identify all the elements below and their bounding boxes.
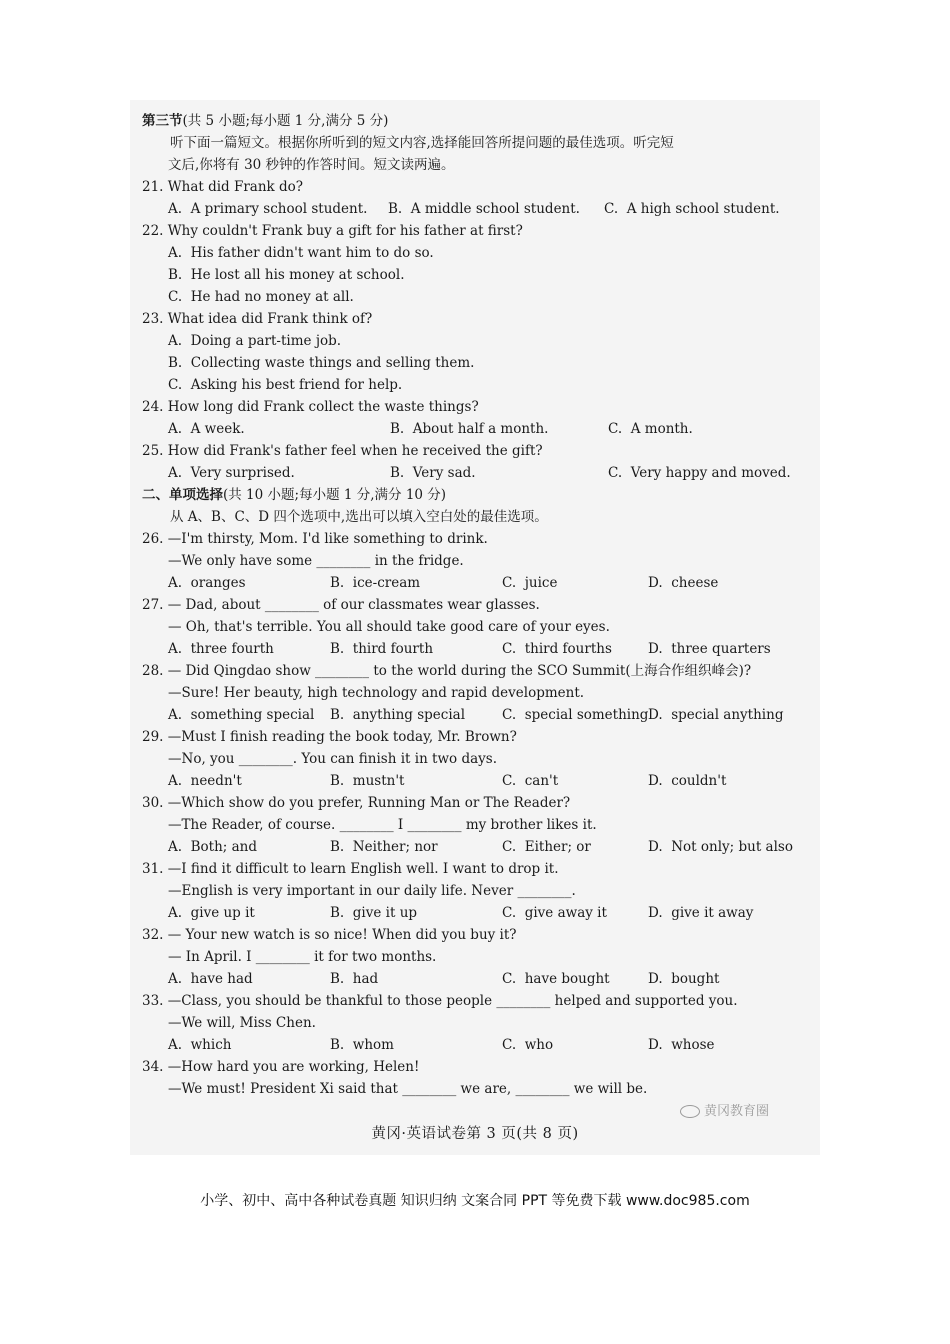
download-banner: 小学、初中、高中各种试卷真题 知识归纳 文案合同 PPT 等免费下载 www.doc985.com	[200, 1193, 750, 1209]
option-b: B. ice-cream	[330, 575, 421, 591]
option-c: C. can't	[502, 773, 559, 789]
exam-content	[142, 110, 812, 1100]
option-row	[142, 462, 812, 484]
option-a: A. A primary school student.	[168, 201, 368, 217]
option-b: B. About half a month.	[390, 421, 549, 437]
option-c: C. special something	[502, 707, 649, 723]
option-c: C. He had no money at all.	[168, 289, 354, 305]
option-a: A. His father didn't want him to do so.	[168, 245, 434, 261]
option-d: D. three quarters	[648, 641, 771, 657]
option-row	[142, 1034, 812, 1056]
option-c: C. A month.	[608, 421, 693, 437]
option-a: A. needn't	[168, 773, 242, 789]
question-reply: — In April. I ________ it for two months.	[168, 949, 437, 965]
option-d: D. Not only; but also	[648, 839, 793, 855]
option-a: A. have had	[168, 971, 253, 987]
option-c: C. Very happy and moved.	[608, 465, 791, 481]
option-c: C. third fourths	[502, 641, 612, 657]
option-b: B. Very sad.	[390, 465, 476, 481]
option-row	[142, 968, 812, 990]
option-b: B. had	[330, 971, 379, 987]
option-row	[142, 572, 812, 594]
question-stem: 26. —I'm thirsty, Mom. I'd like something to drink.	[142, 531, 488, 547]
option-a: A. oranges	[168, 575, 246, 591]
question-reply: —We will, Miss Chen.	[168, 1015, 316, 1031]
option-d: D. whose	[648, 1037, 715, 1053]
option-a: A. which	[168, 1037, 232, 1053]
option-a: A. three fourth	[168, 641, 274, 657]
question-stem: 24. How long did Frank collect the waste things?	[142, 399, 479, 415]
option-b: B. He lost all his money at school.	[168, 267, 405, 283]
question-stem: 33. —Class, you should be thankful to those people ________ helped and supported you.	[142, 993, 738, 1009]
watermark: 黄冈教育圈	[680, 1100, 769, 1119]
section3-instruction: 听下面一篇短文。根据你所听到的短文内容,选择能回答所提问题的最佳选项。听完短	[170, 135, 674, 151]
option-row	[142, 770, 812, 792]
question-stem: 23. What idea did Frank think of?	[142, 311, 373, 327]
question-stem: 32. — Your new watch is so nice! When did you buy it?	[142, 927, 517, 943]
question-stem: 27. — Dad, about ________ of our classmates wear glasses.	[142, 597, 540, 613]
question-reply: —The Reader, of course. ________ I ________ my brother likes it.	[168, 817, 597, 833]
question-stem: 31. —I find it difficult to learn English well. I want to drop it.	[142, 861, 559, 877]
section3-instruction: 文后,你将有 30 秒钟的作答时间。短文读两遍。	[168, 157, 455, 173]
question-stem: 29. —Must I finish reading the book today, Mr. Brown?	[142, 729, 517, 745]
option-a: A. something special	[168, 707, 315, 723]
option-c: C. give away it	[502, 905, 607, 921]
option-row	[142, 836, 812, 858]
option-c: C. Asking his best friend for help.	[168, 377, 403, 393]
option-b: B. Neither; nor	[330, 839, 438, 855]
option-b: B. whom	[330, 1037, 394, 1053]
question-stem: 34. —How hard you are working, Helen!	[142, 1059, 420, 1075]
option-b: B. third fourth	[330, 641, 434, 657]
option-b: B. anything special	[330, 707, 466, 723]
question-stem: 30. —Which show do you prefer, Running Man or The Reader?	[142, 795, 571, 811]
question-reply: —We only have some ________ in the fridge.	[168, 553, 464, 569]
option-d: D. bought	[648, 971, 720, 987]
option-row	[142, 638, 812, 660]
option-b: B. Collecting waste things and selling them.	[168, 355, 475, 371]
option-row	[142, 902, 812, 924]
question-stem: 28. — Did Qingdao show ________ to the world during the SCO Summit(上海合作组织峰会)?	[142, 663, 752, 679]
option-row	[142, 418, 812, 440]
page-footer: 黄冈·英语试卷第 3 页(共 8 页)	[371, 1126, 579, 1142]
option-a: A. Very surprised.	[168, 465, 295, 481]
option-a: A. Both; and	[168, 839, 258, 855]
section3-title: 第三节(共 5 小题;每小题 1 分,满分 5 分)	[142, 113, 389, 129]
option-a: A. Doing a part-time job.	[168, 333, 342, 349]
option-row	[142, 198, 812, 220]
option-d: D. couldn't	[648, 773, 727, 789]
option-b: B. mustn't	[330, 773, 405, 789]
question-reply: —No, you ________. You can finish it in two days.	[168, 751, 497, 767]
question-stem: 21. What did Frank do?	[142, 179, 304, 195]
question-stem: 25. How did Frank's father feel when he received the gift?	[142, 443, 543, 459]
option-c: C. who	[502, 1037, 554, 1053]
question-stem: 22. Why couldn't Frank buy a gift for his father at first?	[142, 223, 523, 239]
question-reply: —We must! President Xi said that ________ we are, ________ we will be.	[168, 1081, 648, 1097]
wechat-icon	[680, 1105, 700, 1118]
question-reply: — Oh, that's terrible. You all should take good care of your eyes.	[168, 619, 610, 635]
part2-title: 二、单项选择(共 10 小题;每小题 1 分,满分 10 分)	[142, 487, 447, 503]
question-reply: —English is very important in our daily life. Never ________.	[168, 883, 576, 899]
option-c: C. Either; or	[502, 839, 591, 855]
option-a: A. A week.	[168, 421, 245, 437]
option-b: B. give it up	[330, 905, 418, 921]
option-row	[142, 704, 812, 726]
question-reply: —Sure! Her beauty, high technology and rapid development.	[168, 685, 585, 701]
option-a: A. give up it	[168, 905, 255, 921]
option-c: C. have bought	[502, 971, 610, 987]
option-d: D. cheese	[648, 575, 719, 591]
option-c: C. juice	[502, 575, 558, 591]
part2-instruction: 从 A、B、C、D 四个选项中,选出可以填入空白处的最佳选项。	[170, 509, 548, 525]
option-d: D. give it away	[648, 905, 754, 921]
option-b: B. A middle school student.	[388, 201, 580, 217]
option-d: D. special anything	[648, 707, 784, 723]
option-c: C. A high school student.	[604, 201, 780, 217]
